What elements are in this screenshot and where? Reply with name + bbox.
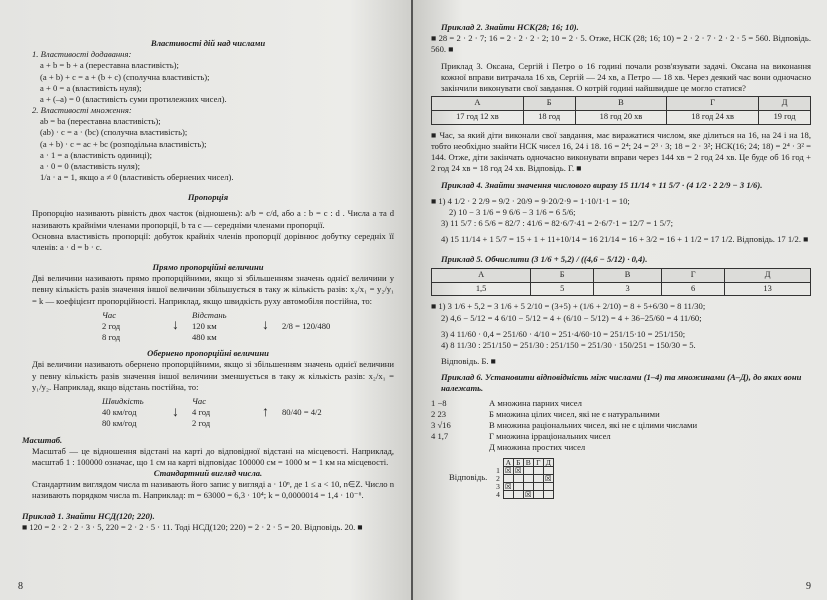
grid-cell: ☒ — [514, 465, 522, 475]
answer-grid — [493, 458, 554, 499]
sets-list — [489, 398, 697, 454]
grid-cell — [503, 490, 513, 498]
text-line: Обернено пропорційні величини — [147, 348, 269, 359]
text-line: a · 1 = a (властивість одиниці); — [40, 149, 152, 160]
grid-cell — [513, 490, 523, 498]
grid-col-header: А — [503, 458, 513, 466]
text-line: (a + b) · c = ac + bc (розподільна властивість); — [40, 138, 207, 149]
text-line: Основна властивість пропорції: добуток крайніх членів пропорції дорівнює добутку середніх її членів: a · d = b · c. — [32, 230, 394, 252]
table2-header-time: Час — [192, 395, 207, 406]
text-line: 1. Властивості додавання: — [32, 49, 132, 60]
direct-proportion-example — [102, 310, 394, 344]
table-header-cell: Г — [662, 268, 725, 282]
grid-col-header: Д — [543, 458, 553, 466]
table2-equation: 80/40 = 4/2 — [282, 407, 322, 418]
answer-table-1 — [431, 96, 811, 125]
right-page — [413, 0, 827, 600]
table-header-cell: Д — [759, 97, 811, 111]
table1-header-distance: Відстань — [192, 309, 227, 320]
list-item: 4 1,7 — [431, 431, 449, 442]
table2-r1a: 40 км/год — [102, 407, 137, 418]
text-line: Дві величини називають обернено пропорційними, якщо зі збільшенням значень однієї величини у певну кількість разів значення іншої величини зменшується в таку ж кількість разів: x₂/x₁ = y₁/y₂. Наприклад, якщо відстань постійна, то: — [32, 359, 394, 392]
table-cell: 18 год 20 хв — [575, 110, 667, 124]
matching-lists — [431, 398, 811, 454]
text-line: 1/a · a = 1, якщо a ≠ 0 (властивість обернених чисел). — [40, 172, 234, 183]
text-line: ■ Час, за який діти виконали свої завдання, має виражатися числом, яке ділиться на 16, на 24 і на 18, тобто необхідно знайти НСК чисел 16, 24 і 18. 16 = 2⁴; 24 = 2³ · 3; 18 = 2 · 3²; НСК(16; 24; 18) = 2⁴ · 3² = 144. Отже, діти закінчать одночасно виконувати вправи через 144 хв = 2 год 24 хв. Це буде об 16 год + 2 год 24 хв = 18 год 24 хв. Відповідь. Г. ■ — [431, 129, 811, 174]
table2-r2a: 80 км/год — [102, 418, 137, 429]
text-line: Масштаб — це відношення відстані на карті до відповідної відстані на місцевості. Наприклад, масштаб 1 : 100000 означає, що 1 см на карті відповідає 100000 см = 1000 м = 1 км на місцевості. — [32, 445, 394, 467]
list-item: В множина раціональних чисел, які не є цілими числами — [489, 419, 698, 430]
table-header-cell: Г — [667, 97, 759, 111]
text-line: 4) 15 11/14 + 1 5/7 = 15 + 1 + 11+10/14 = 16 21/14 = 16 + 3/2 = 16 + 1 1/2 = 17 1/2. Відповідь. 17 1/2. ■ — [441, 234, 809, 245]
table-cell: 5 — [531, 282, 594, 296]
page-number-left: 8 — [18, 581, 23, 592]
table-cell: 19 год — [759, 110, 811, 124]
text-line: Прямо пропорційні величини — [152, 262, 264, 273]
grid-cell — [533, 482, 543, 490]
table1-r2b: 480 км — [192, 332, 217, 343]
grid-row-header: 3 — [496, 481, 500, 491]
text-line: Стандартним виглядом числа m називають його запис у вигляді a · 10ⁿ, де 1 ≤ a < 10, n∈Z. Число n називають порядком числа m. Наприклад: m = 63000 = 6,3 · 10⁴; k = 0,0000014 = 1,4 · 10⁻⁶. — [32, 479, 394, 501]
grid-cell — [543, 482, 553, 490]
text-line: ab = ba (переставна властивість); — [40, 116, 161, 127]
grid-row-header: 1 — [496, 465, 500, 475]
table-header-cell: А — [432, 268, 531, 282]
answer-label: Відповідь. — [449, 472, 488, 483]
left-text-block-2 — [22, 348, 394, 393]
inverse-proportion-example — [102, 396, 394, 430]
text-line: 3) 4 11/60 · 0,4 = 251/60 · 4/10 = 251·4/60·10 = 251/15·10 = 251/150; — [441, 328, 686, 339]
table-header-cell: Б — [531, 268, 594, 282]
list-item: 2 23 — [431, 408, 447, 419]
left-page-content — [22, 38, 394, 533]
text-line: ■ 120 = 2 · 2 · 2 · 3 · 5, 220 = 2 · 2 · 5 · 11. Тоді НСД(120; 220) = 2 · 2 · 5 = 20. Відповідь. 20. ■ — [22, 521, 363, 532]
text-line: (a + b) + c = a + (b + c) (сполучна властивість); — [40, 71, 210, 82]
text-line: Властивості дій над числами — [150, 38, 266, 48]
table-cell: 6 — [662, 282, 725, 296]
text-line: Приклад 4. Знайти значення числового виразу 15 11/14 + 11 5/7 · (4 1/2 · 2 2/9 − 3 1/6). — [441, 179, 763, 190]
grid-cell — [543, 466, 553, 474]
text-line: ■ 1) 3 1/6 + 5,2 = 3 1/6 + 5 2/10 = (3+5) + (1/6 + 2/10) = 8 + 5+6/30 = 8 11/30; — [431, 301, 706, 312]
grid-cell — [523, 474, 533, 482]
grid-col-header: В — [523, 458, 533, 466]
right-text-block-3 — [431, 301, 811, 394]
answer-table-2 — [431, 268, 811, 297]
list-item: Г множина ірраціональних чисел — [489, 431, 611, 442]
grid-cell: ☒ — [504, 465, 512, 475]
grid-cell — [533, 474, 543, 482]
text-line: Відповідь. Б. ■ — [441, 356, 496, 367]
text-line: 2) 10 − 3 1/6 = 9 6/6 − 3 1/6 = 6 5/6; — [449, 206, 576, 217]
grid-row-header: 2 — [496, 473, 500, 483]
grid-corner — [493, 458, 503, 466]
table2-header-speed: Швидкість — [102, 395, 144, 406]
table-header-cell: В — [575, 97, 667, 111]
text-line: Пропорцію називають рівність двох часток (відношень): a/b = c/d, або a : b = c : d . Числа a та d називають крайніми членами пропорції, b та c — середніми членами пропорції. — [32, 208, 394, 230]
text-line: a + (–a) = 0 (властивість суми протилежних чисел). — [40, 93, 227, 104]
text-line: ■ 28 = 2 · 2 · 7; 16 = 2 · 2 · 2 · 2; 10 = 2 · 5. Отже, НСК (28; 16; 10) = 2 · 2 · 7 · 2 · 2 · 5 = 560. Відповідь. 560. ■ — [431, 33, 811, 55]
text-line: a · 0 = 0 (властивість нуля); — [40, 160, 141, 171]
table-cell: 13 — [725, 282, 811, 296]
table2-r1b: 4 год — [192, 407, 211, 418]
table1-r2a: 8 год — [102, 332, 121, 343]
list-item: 3 √16 — [431, 419, 451, 430]
right-text-block-1 — [431, 22, 811, 94]
grid-cell: ☒ — [544, 473, 552, 483]
text-line: Стандартний вигляд числа. — [153, 468, 263, 479]
answer-grid-block — [449, 458, 811, 499]
grid-col-header: Г — [533, 458, 543, 466]
grid-col-header: Б — [513, 458, 523, 466]
list-item: Д множина простих чисел — [489, 442, 586, 453]
text-line: 2) 4,6 − 5/12 = 4 6/10 − 5/12 = 4 + (6/10 − 5/12) = 4 + 36−25/60 = 4 11/60; — [441, 312, 702, 323]
text-line: a + 0 = a (властивість нуля); — [40, 82, 142, 93]
list-item: Б множина цілих чисел, які не є натуральними — [489, 408, 660, 419]
grid-cell — [533, 466, 543, 474]
left-text-block-3 — [22, 435, 394, 533]
grid-cell: ☒ — [504, 481, 512, 491]
list-item: 1 −8 — [431, 397, 447, 408]
table-cell: 1,5 — [432, 282, 531, 296]
grid-cell — [523, 466, 533, 474]
up-arrow-icon: ↑ — [262, 404, 269, 420]
text-line: 4) 8 11/30 : 251/150 = 251/30 : 251/150 = 251/30 · 150/251 = 150/30 = 5. — [441, 339, 696, 350]
right-page-content — [431, 22, 811, 499]
text-line: ■ 1) 4 1/2 · 2 2/9 = 9/2 · 20/9 = 9·20/2·9 = 1·10/1·1 = 10; — [431, 195, 630, 206]
table-header-cell: В — [594, 268, 662, 282]
numbers-list — [431, 398, 473, 454]
table1-r1b: 120 км — [192, 320, 217, 331]
text-line: (ab) · c = a · (bc) (сполучна властивість); — [40, 127, 188, 138]
text-line: Приклад 5. Обчислити (3 1/6 + 5,2) / ((4,6 − 5/12) · 0,4). — [441, 254, 648, 265]
down-arrow-icon: ↓ — [172, 318, 179, 334]
text-line: Приклад 6. Установити відповідність між числами (1–4) та множинами (А–Д), до яких вони належать. — [441, 372, 802, 394]
table1-header-time: Час — [102, 309, 117, 320]
text-line: 3) 11 5/7 : 6 5/6 = 82/7 : 41/6 = 82·6/7·41 = 2·6/7·1 = 12/7 = 1 5/7; — [441, 218, 674, 229]
table-cell: 3 — [594, 282, 662, 296]
grid-cell — [513, 482, 523, 490]
grid-cell — [523, 482, 533, 490]
text-line: Приклад 2. Знайти НСК(28; 16; 10). — [441, 22, 579, 32]
grid-cell — [533, 490, 543, 498]
page-number-right: 9 — [806, 581, 811, 592]
down-arrow-icon: ↓ — [262, 318, 269, 334]
table-header-cell: Д — [725, 268, 811, 282]
left-text-block-1 — [22, 38, 394, 307]
grid-cell — [503, 474, 513, 482]
grid-cell — [513, 474, 523, 482]
text-line: Приклад 1. Знайти НСД(120; 220). — [22, 510, 155, 521]
text-line: Дві величини називають прямо пропорційними, якщо зі збільшенням значень однієї величини у певну кількість разів значення іншої величини збільшується в таку ж кількість разів: x₂/x₁ = y₂/y₁ = k — коефіцієнт пропорційності. Наприклад, якщо швидкість руху автомобіля постійна, то: — [32, 273, 394, 306]
table-header-cell: Б — [523, 97, 575, 111]
table-header-cell: А — [432, 97, 524, 111]
text-line: a + b = b + a (переставна властивість); — [40, 60, 179, 71]
text-line: Приклад 3. Оксана, Сергій і Петро о 16 годині почали розв'язувати задачі. Оксана на виконання кожної вправи витрачала 16 хв, Сергій — 24 хв, а Петро — 18 хв. Через деякий час вони одночасно закінчили виконувати свої завдання. О котрій годині найшвидше це могло статися? — [441, 60, 811, 93]
table2-r2b: 2 год — [192, 418, 211, 429]
table-cell: 18 год 24 хв — [667, 110, 759, 124]
grid-row-header: 4 — [496, 489, 500, 499]
text-line: Пропорція — [187, 192, 229, 203]
down-arrow-icon: ↓ — [172, 404, 179, 420]
table1-equation: 2/8 = 120/480 — [282, 320, 331, 331]
list-item: А множина парних чисел — [489, 397, 582, 408]
grid-cell: ☒ — [524, 489, 532, 499]
table-cell: 17 год 12 хв — [432, 110, 524, 124]
table-cell: 18 год — [523, 110, 575, 124]
grid-cell — [543, 490, 553, 498]
right-text-block-2 — [431, 130, 811, 266]
left-page — [0, 0, 411, 600]
table1-r1a: 2 год — [102, 320, 121, 331]
text-line: Масштаб. — [22, 434, 63, 445]
text-line: 2. Властивості множення: — [32, 105, 132, 116]
